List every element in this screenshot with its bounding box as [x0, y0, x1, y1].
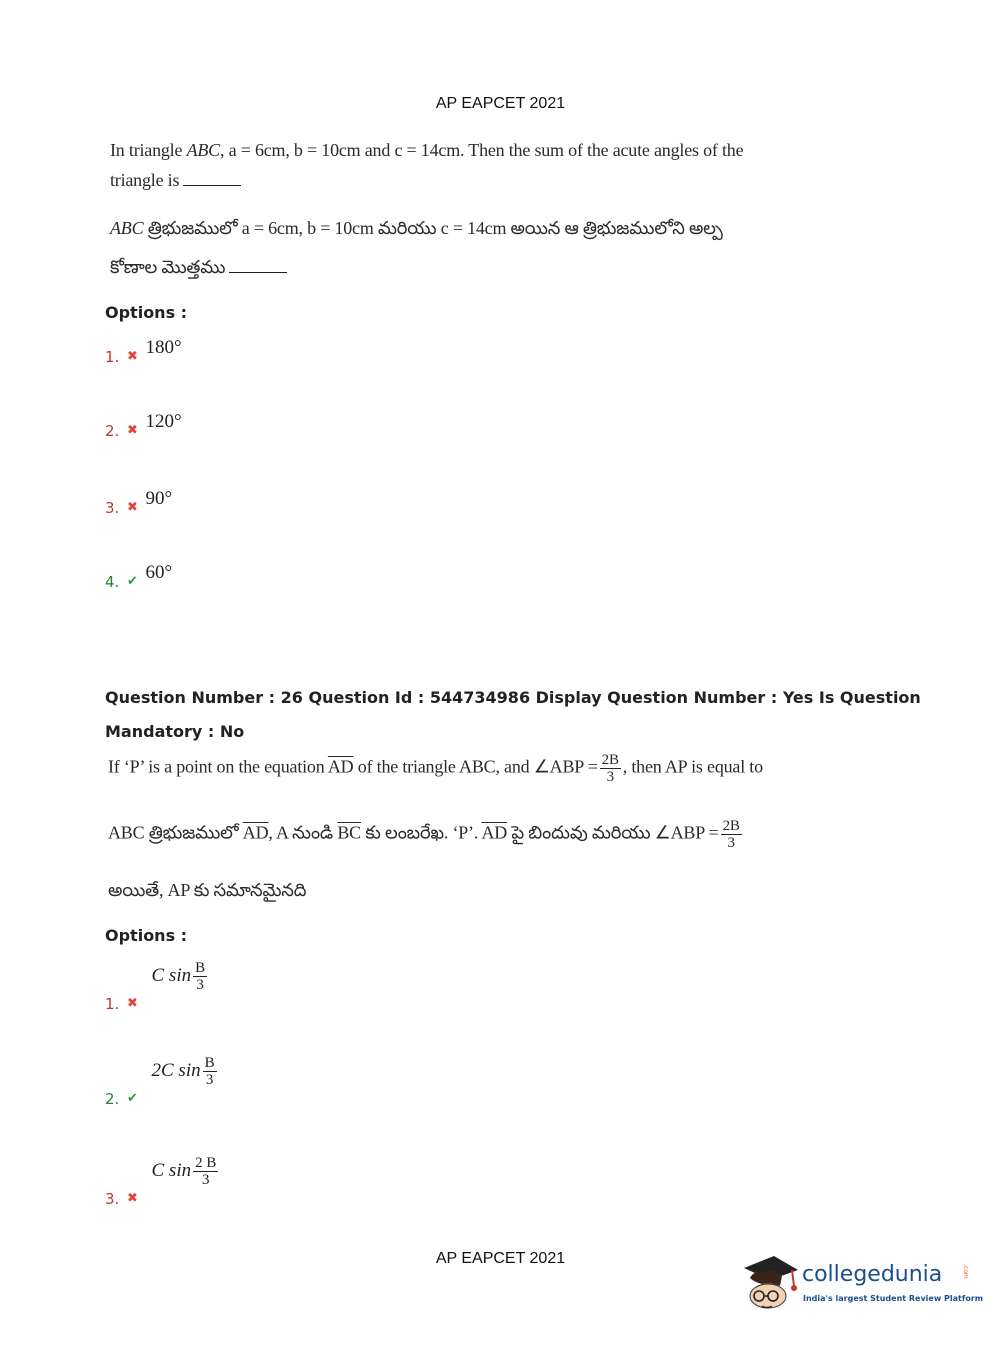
q25-telugu-line-1: ABC త్రిభుజములో a = 6cm, b = 10cm మరియు c = 14cm అయిన ఆ త్రిభుజములోని అల్ప	[110, 218, 723, 238]
logo-tagline: India's largest Student Review Platform	[803, 1294, 984, 1303]
option-number: 2.	[105, 1089, 120, 1108]
wrong-cross-icon: ✖	[126, 995, 138, 1011]
fraction-2b-over-3: $\frac{2B}{3}$	[722, 818, 740, 851]
q26-telugu-line-1: ABC త్రిభుజములో $\overline{AD}$, A నుండి $\overline{BC}$ కు లంబరేఖ. ‘P’. $\overline{AD}$ పై బిందువు మరియు ∠ABP = $\frac{2B}{3}$	[108, 818, 740, 851]
option-number: 3.	[105, 1189, 120, 1208]
collegedunia-logo	[740, 1250, 984, 1320]
option-value: C sin $\frac{B}{3}$	[151, 960, 206, 993]
correct-check-icon: ✔	[126, 574, 138, 589]
option-value: C sin $\frac{2 B}{3}$	[151, 1155, 217, 1188]
option-value: 180°	[145, 337, 182, 358]
logo-wordmark: collegedunia	[802, 1262, 943, 1287]
q25-english-line-1: In triangle ABC, a = 6cm, b = 10cm and c = 14cm. Then the sum of the acute angles of the	[110, 140, 744, 160]
option-number: 3.	[105, 499, 120, 517]
q26-meta-line-1: Question Number : 26 Question Id : 544734986 Display Question Number : Yes Is Question	[105, 688, 921, 707]
option-number: 1.	[105, 994, 120, 1013]
q26-option-2	[105, 1055, 215, 1108]
page-footer: AP EAPCET 2021	[435, 1250, 566, 1267]
option-number: 4.	[105, 573, 120, 591]
option-number: 1.	[105, 348, 120, 366]
q26-telugu-line-2: అయితే, AP కు సమానమైనది	[108, 880, 307, 900]
q26-meta-line-2: Mandatory : No	[105, 722, 245, 741]
q25-option-2	[105, 411, 182, 440]
wrong-cross-icon: ✖	[126, 349, 138, 364]
option-number: 2.	[105, 422, 120, 440]
option-value: 60°	[145, 562, 173, 583]
q26-option-3	[105, 1155, 217, 1208]
option-value: 90°	[145, 488, 173, 509]
option-value: 120°	[145, 411, 182, 432]
q25-option-3	[105, 488, 173, 517]
fraction-2b-over-3: $\frac{2B}{3}$	[601, 752, 619, 785]
q26-english-line: If ‘P’ is a point on the equation $\overline{AD}$ of the triangle ABC, and ∠ABP = $\frac{2B}{3}$ , then AP is equal to	[108, 752, 763, 785]
q25-option-4	[105, 562, 173, 591]
correct-check-icon: ✔	[126, 1090, 138, 1106]
logo-com: .com	[962, 1264, 969, 1279]
answer-blank	[229, 258, 287, 273]
q25-option-1	[105, 337, 182, 366]
q25-english-line-2: triangle is	[110, 170, 241, 191]
option-value: 2C sin $\frac{B}{3}$	[151, 1055, 215, 1088]
q25-telugu-line-2: కోణాల మొత్తము	[110, 257, 287, 282]
q25-options-label: Options :	[105, 303, 188, 322]
answer-blank	[183, 171, 241, 186]
mascot-icon	[740, 1252, 802, 1314]
wrong-cross-icon: ✖	[126, 500, 138, 515]
wrong-cross-icon: ✖	[126, 1190, 138, 1206]
wrong-cross-icon: ✖	[126, 423, 138, 438]
q26-options-label: Options :	[105, 926, 188, 945]
q26-option-1	[105, 960, 206, 1013]
page-header: AP EAPCET 2021	[435, 95, 566, 112]
